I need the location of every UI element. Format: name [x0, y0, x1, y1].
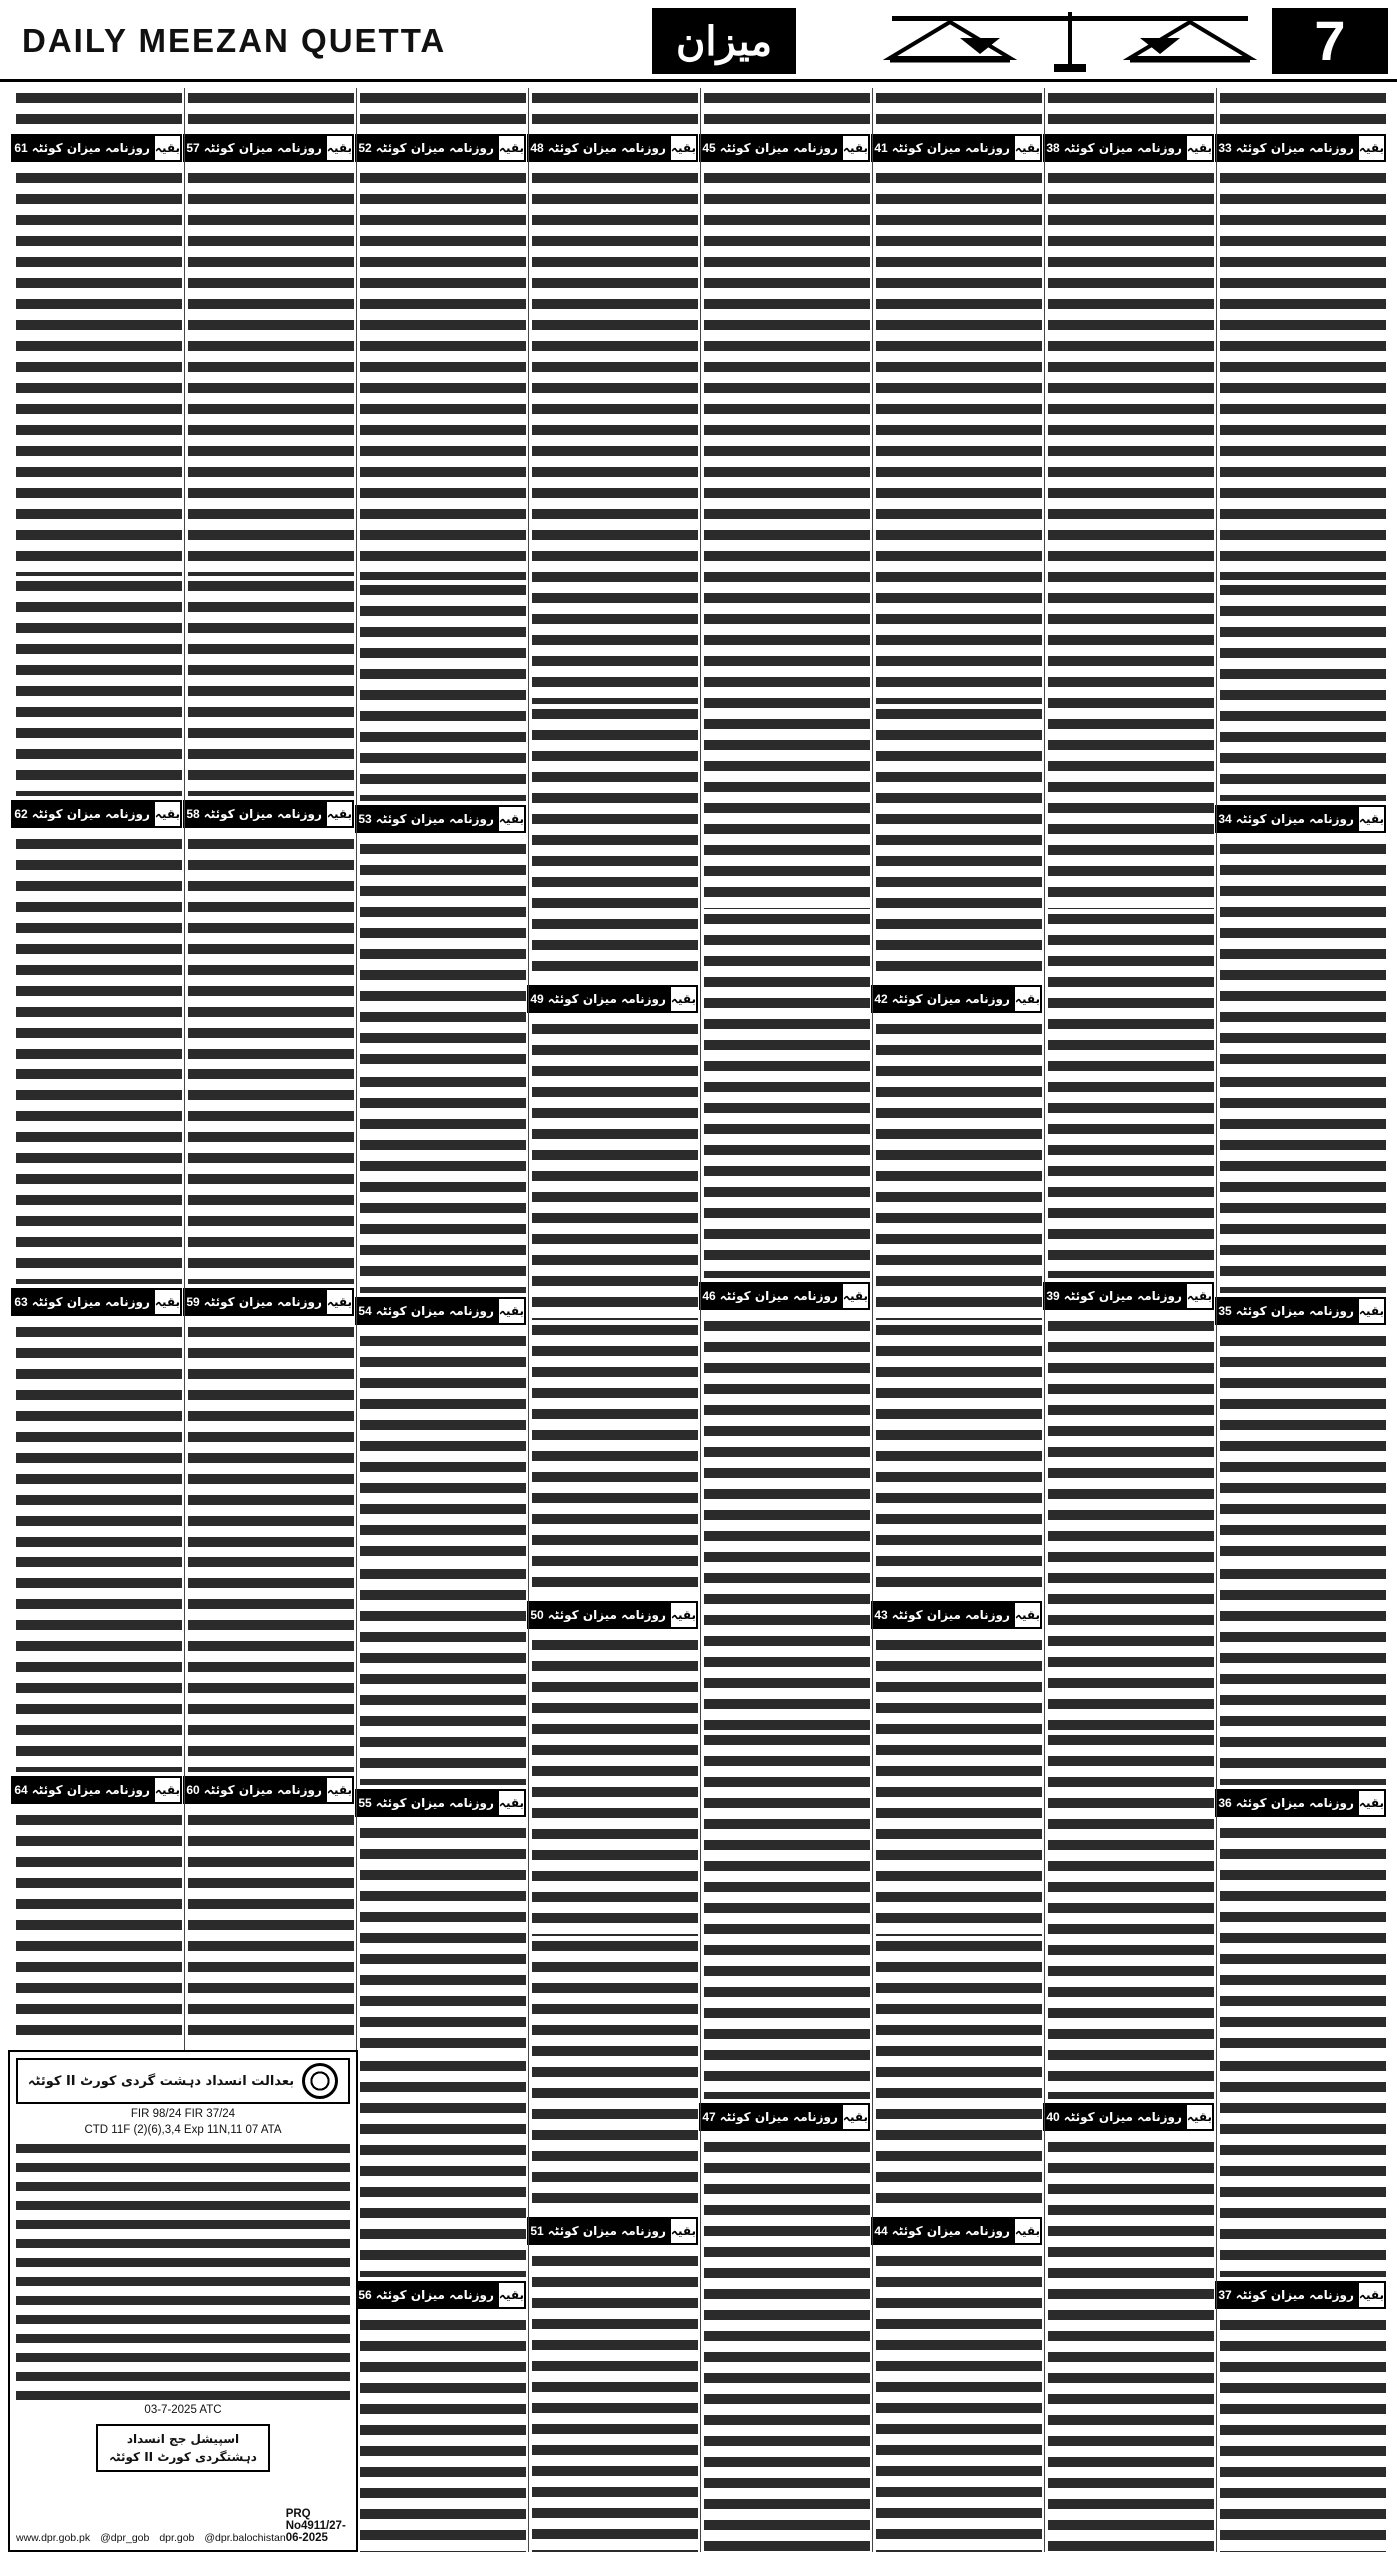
article-title [11, 800, 153, 828]
article-text [876, 168, 1042, 704]
article-text [876, 1019, 1042, 1320]
article-text [704, 2137, 870, 2552]
article-block [532, 1936, 698, 2552]
article-heading [16, 1288, 182, 1316]
continued-label: بقیہ [1357, 1789, 1386, 1817]
article-text [16, 576, 182, 796]
continued-label: بقیہ [1013, 2217, 1042, 2245]
article-number: 35 [1218, 1304, 1232, 1318]
continued-label: بقیہ [669, 985, 698, 1013]
article-block [188, 576, 354, 1064]
continued-label: بقیہ [841, 134, 870, 162]
article-text [16, 168, 182, 576]
article-block [16, 1552, 182, 2042]
continued-label: بقیہ [1013, 1601, 1042, 1629]
continued-label: بقیہ [497, 805, 526, 833]
article-block [1220, 88, 1386, 580]
social-handle[interactable]: @dpr.balochistan [204, 2532, 286, 2544]
article-text [1048, 88, 1214, 130]
article-text [188, 576, 354, 796]
continued-label: بقیہ [153, 800, 182, 828]
article-block [876, 88, 1042, 704]
news-column [13, 88, 185, 2042]
article-number: 64 [14, 1783, 28, 1797]
article-text [1220, 1564, 1386, 1785]
continued-label: بقیہ [497, 134, 526, 162]
news-column [357, 88, 529, 2552]
article-title [1043, 1282, 1185, 1310]
article-title-text: روزنامہ میزان کوئٹہ [375, 1304, 494, 1318]
article-text [360, 88, 526, 130]
continued-label: بقیہ [153, 1288, 182, 1316]
article-block [188, 1064, 354, 1552]
article-number: 52 [358, 141, 372, 155]
article-title [355, 1789, 497, 1817]
article-title-text: روزنامہ میزان کوئٹہ [719, 141, 838, 155]
article-title-text: روزنامہ میزان کوئٹہ [375, 2288, 494, 2302]
article-title [183, 1776, 325, 1804]
article-heading [1048, 134, 1214, 162]
article-heading [1220, 805, 1386, 833]
article-text [188, 1552, 354, 1772]
paper-name: DAILY MEEZAN QUETTA [22, 22, 447, 59]
article-text [188, 168, 354, 576]
article-number: 38 [1046, 141, 1060, 155]
article-title [699, 2103, 841, 2131]
article-block [532, 1320, 698, 1936]
article-heading [876, 1601, 1042, 1629]
article-title-text: روزنامہ میزان کوئٹہ [547, 141, 666, 155]
article-title-text: روزنامہ میزان کوئٹہ [547, 2224, 666, 2238]
article-text [1220, 1331, 1386, 1564]
continued-label: بقیہ [153, 1776, 182, 1804]
article-number: 46 [702, 1289, 716, 1303]
column-divider [1216, 88, 1217, 2552]
article-number: 33 [1218, 141, 1232, 155]
continued-label: بقیہ [497, 2281, 526, 2309]
article-title [699, 1282, 841, 1310]
article-title [1215, 1789, 1357, 1817]
article-title [183, 800, 325, 828]
masthead [0, 0, 1397, 82]
article-title [527, 1601, 669, 1629]
article-text [532, 88, 698, 130]
article-title-text: روزنامہ میزان کوئٹہ [203, 141, 322, 155]
article-heading [876, 985, 1042, 1013]
article-title-text: روزنامہ میزان کوئٹہ [719, 2110, 838, 2124]
article-number: 40 [1046, 2110, 1060, 2124]
article-title-text: روزنامہ میزان کوئٹہ [203, 1295, 322, 1309]
article-block [1220, 1072, 1386, 1564]
article-text [1048, 2137, 1214, 2552]
article-title [11, 1288, 153, 1316]
article-block [876, 704, 1042, 1320]
article-text [532, 1019, 698, 1320]
continued-label: بقیہ [841, 1282, 870, 1310]
article-title [11, 134, 153, 162]
article-block [1048, 909, 1214, 1730]
article-title-text: روزنامہ میزان کوئٹہ [375, 141, 494, 155]
article-block [704, 909, 870, 1730]
social-links [16, 2532, 286, 2544]
article-title [871, 1601, 1013, 1629]
article-title-text: روزنامہ میزان کوئٹہ [31, 141, 150, 155]
article-text [1220, 2056, 1386, 2277]
article-block [360, 88, 526, 580]
article-text [1048, 168, 1214, 909]
case-line: FIR 98/24 FIR 37/24 [130, 2108, 236, 2120]
continued-label: بقیہ [841, 2103, 870, 2131]
article-block [360, 1072, 526, 1564]
article-text [532, 168, 698, 704]
article-text [1220, 168, 1386, 580]
article-title-text: روزنامہ میزان کوئٹہ [203, 807, 322, 821]
article-text [704, 1316, 870, 1730]
article-number: 59 [186, 1295, 200, 1309]
article-text [16, 1064, 182, 1284]
article-text [188, 834, 354, 1064]
article-number: 39 [1046, 1289, 1060, 1303]
social-handle[interactable]: @dpr_gob [100, 2532, 150, 2544]
article-block [16, 1064, 182, 1552]
article-text [704, 909, 870, 1278]
article-heading [876, 134, 1042, 162]
article-number: 54 [358, 1304, 372, 1318]
article-title-text: روزنامہ میزان کوئٹہ [1235, 141, 1354, 155]
column-divider [1044, 88, 1045, 2552]
notice-footer [16, 2508, 350, 2544]
continued-label: بقیہ [1013, 985, 1042, 1013]
continued-label: بقیہ [1185, 134, 1214, 162]
article-title-text: روزنامہ میزان کوئٹہ [31, 1295, 150, 1309]
article-heading [532, 1601, 698, 1629]
continued-label: بقیہ [1357, 1297, 1386, 1325]
continued-label: بقیہ [669, 1601, 698, 1629]
article-block [188, 1552, 354, 2042]
article-text [532, 2251, 698, 2552]
continued-label: بقیہ [153, 134, 182, 162]
article-heading [360, 134, 526, 162]
article-text [360, 580, 526, 801]
article-number: 36 [1218, 1796, 1232, 1810]
article-block [188, 88, 354, 576]
article-heading [188, 1776, 354, 1804]
article-title [1215, 805, 1357, 833]
article-title-text: روزنامہ میزان کوئٹہ [547, 992, 666, 1006]
article-text [16, 1552, 182, 1772]
article-block [876, 1936, 1042, 2552]
article-block [16, 88, 182, 576]
column-divider [700, 88, 701, 2552]
article-text [1048, 1316, 1214, 1730]
article-number: 55 [358, 1796, 372, 1810]
ctd-line: CTD 11F (2)(6),3,4 Exp 11N,11 07 ATA [84, 2124, 282, 2136]
article-number: 41 [874, 141, 888, 155]
article-title [1215, 2281, 1357, 2309]
government-emblem-icon [302, 2063, 338, 2099]
continued-label: بقیہ [1185, 2103, 1214, 2131]
news-column [873, 88, 1045, 2552]
article-title [871, 134, 1013, 162]
article-heading [1220, 1789, 1386, 1817]
continued-label: بقیہ [1185, 1282, 1214, 1310]
article-title [1043, 2103, 1185, 2131]
article-text [188, 1064, 354, 1284]
court-notice [8, 2050, 358, 2552]
article-title-text: روزنامہ میزان کوئٹہ [1063, 1289, 1182, 1303]
article-block [532, 88, 698, 704]
article-text [876, 1635, 1042, 1936]
scales-of-justice-icon [880, 8, 1260, 74]
article-text [876, 1936, 1042, 2213]
article-text [704, 168, 870, 909]
article-text [876, 2251, 1042, 2552]
article-block [360, 2056, 526, 2552]
article-text [532, 1635, 698, 1936]
continued-label: بقیہ [497, 1297, 526, 1325]
notice-body-text [16, 2140, 350, 2400]
article-block [876, 1320, 1042, 1936]
article-text [704, 88, 870, 130]
article-text [16, 834, 182, 1064]
article-number: 58 [186, 807, 200, 821]
continued-label: بقیہ [325, 1776, 354, 1804]
article-block [704, 88, 870, 909]
article-text [360, 2315, 526, 2552]
article-number: 47 [702, 2110, 716, 2124]
continued-label: بقیہ [1357, 2281, 1386, 2309]
article-block [360, 580, 526, 1072]
article-number: 42 [874, 992, 888, 1006]
article-number: 49 [530, 992, 544, 1006]
continued-label: بقیہ [1013, 134, 1042, 162]
article-heading [1220, 2281, 1386, 2309]
article-text [532, 1936, 698, 2213]
article-text [360, 2056, 526, 2277]
continued-label: بقیہ [1357, 805, 1386, 833]
article-text [1048, 909, 1214, 1278]
article-text [360, 168, 526, 580]
article-text [360, 1331, 526, 1564]
article-number: 45 [702, 141, 716, 155]
article-number: 62 [14, 807, 28, 821]
article-number: 50 [530, 1608, 544, 1622]
news-column [1217, 88, 1389, 2552]
article-block [532, 704, 698, 1320]
article-text [360, 839, 526, 1072]
article-heading [1220, 1297, 1386, 1325]
article-number: 63 [14, 1295, 28, 1309]
article-text [876, 1320, 1042, 1597]
article-text [16, 1322, 182, 1552]
article-title [355, 805, 497, 833]
article-text [1220, 88, 1386, 130]
continued-label: بقیہ [497, 1789, 526, 1817]
article-number: 60 [186, 1783, 200, 1797]
news-column [701, 88, 873, 2552]
article-heading [360, 2281, 526, 2309]
news-column [529, 88, 701, 2552]
article-heading [360, 1789, 526, 1817]
article-heading [360, 805, 526, 833]
article-title [871, 985, 1013, 1013]
article-title-text: روزنامہ میزان کوئٹہ [891, 992, 1010, 1006]
article-title [355, 2281, 497, 2309]
article-title [1043, 134, 1185, 162]
article-title [183, 134, 325, 162]
article-title-text: روزنامہ میزان کوئٹہ [1235, 1304, 1354, 1318]
continued-label: بقیہ [325, 134, 354, 162]
article-text [360, 1823, 526, 2056]
article-text [704, 1730, 870, 2099]
article-text [188, 1810, 354, 2042]
article-heading [532, 985, 698, 1013]
article-block [16, 576, 182, 1064]
article-text [16, 88, 182, 130]
column-divider [872, 88, 873, 2552]
social-handle[interactable]: dpr.gob [159, 2532, 195, 2544]
article-number: 37 [1218, 2288, 1232, 2302]
article-text [876, 704, 1042, 981]
page-number: 7 [1272, 8, 1388, 74]
article-title-text: روزنامہ میزان کوئٹہ [891, 2224, 1010, 2238]
court-name: بعدالت انسداد دہشت گردی کورٹ II کوئٹہ [27, 2073, 295, 2089]
article-title-text: روزنامہ میزان کوئٹہ [547, 1608, 666, 1622]
article-title-text: روزنامہ میزان کوئٹہ [1235, 812, 1354, 826]
article-heading [1048, 2103, 1214, 2131]
article-title [871, 2217, 1013, 2245]
article-heading [188, 800, 354, 828]
article-heading [876, 2217, 1042, 2245]
column-divider [528, 88, 529, 2552]
article-title [11, 1776, 153, 1804]
article-number: 53 [358, 812, 372, 826]
article-title-text: روزنامہ میزان کوئٹہ [891, 141, 1010, 155]
article-number: 51 [530, 2224, 544, 2238]
article-heading [1048, 1282, 1214, 1310]
article-heading [1220, 134, 1386, 162]
article-block [1220, 580, 1386, 1072]
article-title-text: روزنامہ میزان کوئٹہ [719, 1289, 838, 1303]
article-title [1215, 1297, 1357, 1325]
article-title-text: روزنامہ میزان کوئٹہ [891, 1608, 1010, 1622]
article-title [355, 134, 497, 162]
article-title-text: روزنامہ میزان کوئٹہ [203, 1783, 322, 1797]
continued-label: بقیہ [1357, 134, 1386, 162]
article-title-text: روزنامہ میزان کوئٹہ [375, 812, 494, 826]
article-text [532, 1320, 698, 1597]
article-heading [704, 1282, 870, 1310]
notice-header [16, 2058, 350, 2104]
article-heading [360, 1297, 526, 1325]
social-handle[interactable]: www.dpr.gob.pk [16, 2532, 91, 2544]
continued-label: بقیہ [669, 2217, 698, 2245]
article-number: 34 [1218, 812, 1232, 826]
article-text [360, 1072, 526, 1293]
article-text [876, 88, 1042, 130]
article-number: 61 [14, 141, 28, 155]
article-number: 48 [530, 141, 544, 155]
article-text [1220, 1072, 1386, 1293]
continued-label: بقیہ [325, 1288, 354, 1316]
article-heading [532, 134, 698, 162]
article-heading [188, 134, 354, 162]
article-number: 56 [358, 2288, 372, 2302]
article-number: 57 [186, 141, 200, 155]
article-title-text: روزنامہ میزان کوئٹہ [375, 1796, 494, 1810]
continued-label: بقیہ [669, 134, 698, 162]
article-title [183, 1288, 325, 1316]
prq-number: PRQ No4911/27-06-2025 [285, 2508, 346, 2544]
article-block [360, 1564, 526, 2056]
article-block [1220, 2056, 1386, 2552]
article-text [1220, 580, 1386, 801]
article-heading [532, 2217, 698, 2245]
article-title [355, 1297, 497, 1325]
news-column [185, 88, 357, 2042]
article-block [704, 1730, 870, 2552]
article-text [1220, 2315, 1386, 2552]
article-number: 44 [874, 2224, 888, 2238]
article-text [188, 1322, 354, 1552]
hearing-date-line: 03-7-2025 ATC [144, 2404, 222, 2416]
article-title [527, 2217, 669, 2245]
article-text [1048, 1730, 1214, 2099]
article-title-text: روزنامہ میزان کوئٹہ [1235, 2288, 1354, 2302]
article-text [16, 1810, 182, 2042]
continued-label: بقیہ [325, 800, 354, 828]
article-block [1048, 1730, 1214, 2552]
article-title-text: روزنامہ میزان کوئٹہ [1063, 2110, 1182, 2124]
article-text [188, 88, 354, 130]
article-title-text: روزنامہ میزان کوئٹہ [1063, 141, 1182, 155]
article-title [527, 985, 669, 1013]
article-heading [704, 134, 870, 162]
news-column [1045, 88, 1217, 2552]
article-title [1215, 134, 1357, 162]
article-block [1048, 88, 1214, 909]
article-title [699, 134, 841, 162]
article-heading [188, 1288, 354, 1316]
article-heading [16, 800, 182, 828]
article-text [360, 1564, 526, 1785]
article-block [1220, 1564, 1386, 2056]
article-heading [16, 134, 182, 162]
article-text [532, 704, 698, 981]
article-text [1220, 839, 1386, 1072]
article-heading [16, 1776, 182, 1804]
article-number: 43 [874, 1608, 888, 1622]
newspaper-logo: میزان [652, 8, 796, 74]
article-title [527, 134, 669, 162]
article-heading [704, 2103, 870, 2131]
article-title-text: روزنامہ میزان کوئٹہ [1235, 1796, 1354, 1810]
article-title-text: روزنامہ میزان کوئٹہ [31, 807, 150, 821]
notice-signature: اسپیشل جج انسداد دہشتگردی کورٹ II کوئٹہ [96, 2424, 270, 2472]
article-title-text: روزنامہ میزان کوئٹہ [31, 1783, 150, 1797]
article-text [1220, 1823, 1386, 2056]
